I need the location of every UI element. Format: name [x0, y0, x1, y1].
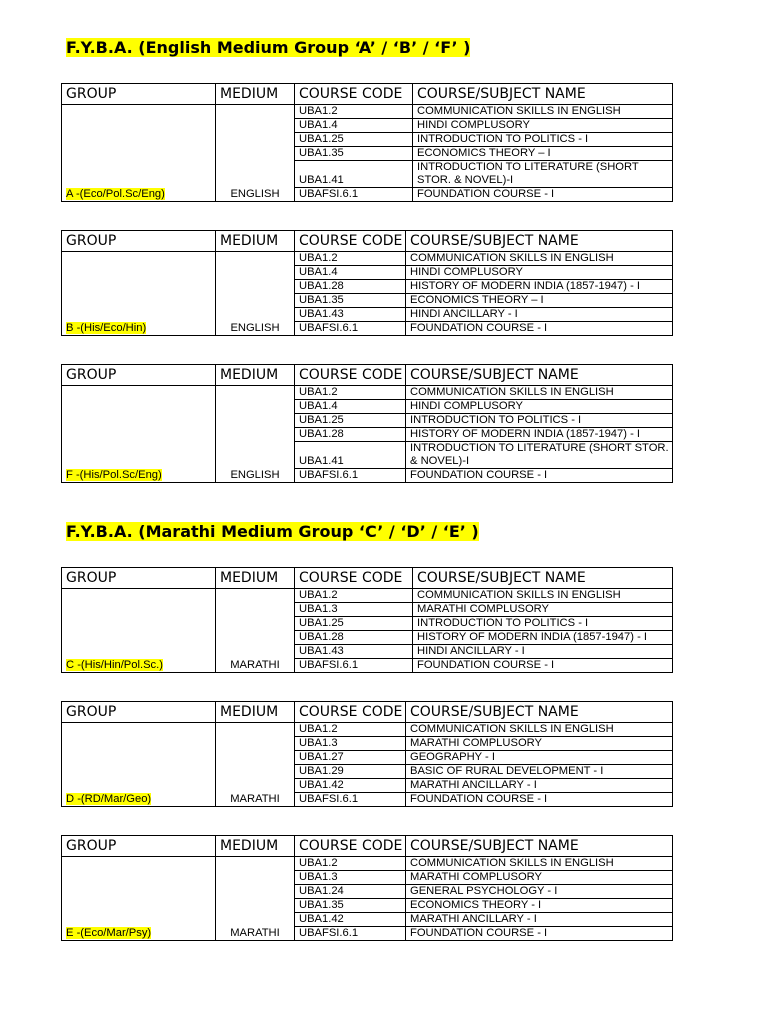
header-course-code: COURSE CODE: [295, 568, 413, 589]
course-name-cell: HISTORY OF MODERN INDIA (1857-1947) - I: [406, 428, 673, 442]
course-code-cell: UBA1.2: [295, 386, 406, 400]
group-cell: [62, 105, 216, 202]
course-name-cell: INTRODUCTION TO LITERATURE (SHORT STOR. & NOVEL)-I: [406, 442, 673, 469]
header-course-name: COURSE/SUBJECT NAME: [406, 836, 673, 857]
table-row: [62, 252, 673, 266]
course-table: [61, 364, 673, 483]
medium-cell: MARATHI: [216, 857, 295, 941]
header-course-code: COURSE CODE: [295, 702, 406, 723]
group-cell: [62, 252, 216, 336]
group-cell: [62, 589, 216, 673]
course-table: [61, 567, 673, 673]
course-code-cell: UBA1.35: [295, 294, 406, 308]
medium-cell: MARATHI: [216, 589, 295, 673]
header-course-code: COURSE CODE: [295, 231, 406, 252]
table-row: [62, 723, 673, 737]
course-code-cell: UBA1.29: [295, 765, 406, 779]
course-name-cell: MARATHI COMPLUSORY: [406, 871, 673, 885]
course-name-cell: COMMUNICATION SKILLS IN ENGLISH: [406, 723, 673, 737]
course-code-cell: UBA1.25: [295, 133, 413, 147]
header-medium: MEDIUM: [216, 231, 295, 252]
heading-marathi-medium-text: F.Y.B.A. (Marathi Medium Group ‘C’ / ‘D’ / ‘E’ ): [66, 522, 479, 541]
table-row: [62, 105, 673, 119]
header-course-code: COURSE CODE: [295, 836, 406, 857]
course-name-cell: COMMUNICATION SKILLS IN ENGLISH: [406, 857, 673, 871]
header-group: GROUP: [62, 702, 216, 723]
course-code-cell: UBA1.4: [295, 266, 406, 280]
course-code-cell: UBA1.35: [295, 147, 413, 161]
header-group: GROUP: [62, 84, 216, 105]
course-code-cell: UBA1.2: [295, 857, 406, 871]
course-code-cell: UBA1.27: [295, 751, 406, 765]
course-name-cell: MARATHI ANCILLARY - I: [406, 779, 673, 793]
course-name-cell: HISTORY OF MODERN INDIA (1857-1947) - I: [413, 631, 673, 645]
course-code-cell: UBA1.25: [295, 617, 413, 631]
medium-cell: ENGLISH: [216, 105, 295, 202]
course-name-cell: COMMUNICATION SKILLS IN ENGLISH: [406, 252, 673, 266]
course-name-cell: FOUNDATION COURSE - I: [406, 793, 673, 807]
group-label: A -(Eco/Pol.Sc/Eng): [66, 188, 165, 200]
course-code-cell: UBAFSI.6.1: [295, 188, 413, 202]
course-code-cell: UBA1.25: [295, 414, 406, 428]
table-row: [62, 386, 673, 400]
course-code-cell: UBA1.2: [295, 252, 406, 266]
heading-english-medium-text: F.Y.B.A. (English Medium Group ‘A’ / ‘B’ / ‘F’ ): [66, 38, 471, 57]
header-course-name: COURSE/SUBJECT NAME: [406, 365, 673, 386]
course-name-cell: BASIC OF RURAL DEVELOPMENT - I: [406, 765, 673, 779]
course-name-cell: FOUNDATION COURSE - I: [406, 927, 673, 941]
course-code-cell: UBA1.43: [295, 308, 406, 322]
course-name-cell: COMMUNICATION SKILLS IN ENGLISH: [413, 105, 673, 119]
header-course-name: COURSE/SUBJECT NAME: [413, 568, 673, 589]
course-code-cell: UBA1.3: [295, 737, 406, 751]
course-table: [61, 835, 673, 941]
course-code-cell: UBA1.41: [295, 442, 406, 469]
header-medium: MEDIUM: [216, 568, 295, 589]
course-code-cell: UBA1.28: [295, 428, 406, 442]
course-code-cell: UBAFSI.6.1: [295, 927, 406, 941]
group-cell: [62, 857, 216, 941]
group-label: B -(His/Eco/Hin): [66, 322, 147, 334]
heading-english-medium: [66, 38, 470, 57]
course-code-cell: UBAFSI.6.1: [295, 793, 406, 807]
course-code-cell: UBA1.2: [295, 105, 413, 119]
course-table: [61, 83, 673, 202]
course-code-cell: UBA1.2: [295, 723, 406, 737]
course-code-cell: UBA1.4: [295, 400, 406, 414]
course-name-cell: INTRODUCTION TO POLITICS - I: [406, 414, 673, 428]
course-code-cell: UBA1.42: [295, 913, 406, 927]
heading-marathi-medium: [66, 522, 479, 541]
medium-cell: ENGLISH: [216, 252, 295, 336]
header-medium: MEDIUM: [216, 836, 295, 857]
medium-cell: ENGLISH: [216, 386, 295, 483]
header-medium: MEDIUM: [216, 702, 295, 723]
course-code-cell: UBA1.3: [295, 871, 406, 885]
course-code-cell: UBA1.43: [295, 645, 413, 659]
course-name-cell: FOUNDATION COURSE - I: [406, 469, 673, 483]
header-course-name: COURSE/SUBJECT NAME: [406, 702, 673, 723]
header-course-name: COURSE/SUBJECT NAME: [406, 231, 673, 252]
header-group: GROUP: [62, 568, 216, 589]
course-code-cell: UBA1.28: [295, 631, 413, 645]
course-name-cell: ECONOMICS THEORY – I: [406, 294, 673, 308]
table-row: [62, 589, 673, 603]
group-label: F -(His/Pol.Sc/Eng): [66, 469, 162, 481]
course-name-cell: HINDI COMPLUSORY: [406, 400, 673, 414]
course-code-cell: UBAFSI.6.1: [295, 469, 406, 483]
course-name-cell: INTRODUCTION TO LITERATURE (SHORT STOR. & NOVEL)-I: [413, 161, 673, 188]
course-name-cell: HINDI COMPLUSORY: [406, 266, 673, 280]
header-course-code: COURSE CODE: [295, 365, 406, 386]
course-code-cell: UBA1.4: [295, 119, 413, 133]
course-name-cell: ECONOMICS THEORY - I: [406, 899, 673, 913]
group-label: C -(His/Hin/Pol.Sc.): [66, 659, 163, 671]
course-table: [61, 230, 673, 336]
course-name-cell: FOUNDATION COURSE - I: [413, 188, 673, 202]
course-name-cell: MARATHI ANCILLARY - I: [406, 913, 673, 927]
course-code-cell: UBA1.28: [295, 280, 406, 294]
course-code-cell: UBA1.3: [295, 603, 413, 617]
header-group: GROUP: [62, 836, 216, 857]
course-code-cell: UBAFSI.6.1: [295, 322, 406, 336]
header-course-name: COURSE/SUBJECT NAME: [413, 84, 673, 105]
course-code-cell: UBAFSI.6.1: [295, 659, 413, 673]
medium-cell: MARATHI: [216, 723, 295, 807]
group-label: D -(RD/Mar/Geo): [66, 793, 152, 805]
course-table: [61, 701, 673, 807]
course-name-cell: MARATHI COMPLUSORY: [413, 603, 673, 617]
course-name-cell: MARATHI COMPLUSORY: [406, 737, 673, 751]
course-name-cell: COMMUNICATION SKILLS IN ENGLISH: [413, 589, 673, 603]
header-medium: MEDIUM: [216, 365, 295, 386]
course-code-cell: UBA1.2: [295, 589, 413, 603]
course-name-cell: FOUNDATION COURSE - I: [406, 322, 673, 336]
course-code-cell: UBA1.35: [295, 899, 406, 913]
course-name-cell: GEOGRAPHY - I: [406, 751, 673, 765]
course-name-cell: GENERAL PSYCHOLOGY - I: [406, 885, 673, 899]
course-name-cell: HINDI ANCILLARY - I: [406, 308, 673, 322]
header-group: GROUP: [62, 365, 216, 386]
course-name-cell: COMMUNICATION SKILLS IN ENGLISH: [406, 386, 673, 400]
course-name-cell: INTRODUCTION TO POLITICS - I: [413, 617, 673, 631]
header-medium: MEDIUM: [216, 84, 295, 105]
group-cell: [62, 386, 216, 483]
header-course-code: COURSE CODE: [295, 84, 413, 105]
course-name-cell: HINDI COMPLUSORY: [413, 119, 673, 133]
header-group: GROUP: [62, 231, 216, 252]
course-name-cell: HINDI ANCILLARY - I: [413, 645, 673, 659]
table-row: [62, 857, 673, 871]
course-code-cell: UBA1.42: [295, 779, 406, 793]
group-label: E -(Eco/Mar/Psy): [66, 927, 152, 939]
course-code-cell: UBA1.41: [295, 161, 413, 188]
course-name-cell: ECONOMICS THEORY – I: [413, 147, 673, 161]
course-name-cell: FOUNDATION COURSE - I: [413, 659, 673, 673]
course-name-cell: INTRODUCTION TO POLITICS - I: [413, 133, 673, 147]
course-code-cell: UBA1.24: [295, 885, 406, 899]
group-cell: [62, 723, 216, 807]
course-name-cell: HISTORY OF MODERN INDIA (1857-1947) - I: [406, 280, 673, 294]
